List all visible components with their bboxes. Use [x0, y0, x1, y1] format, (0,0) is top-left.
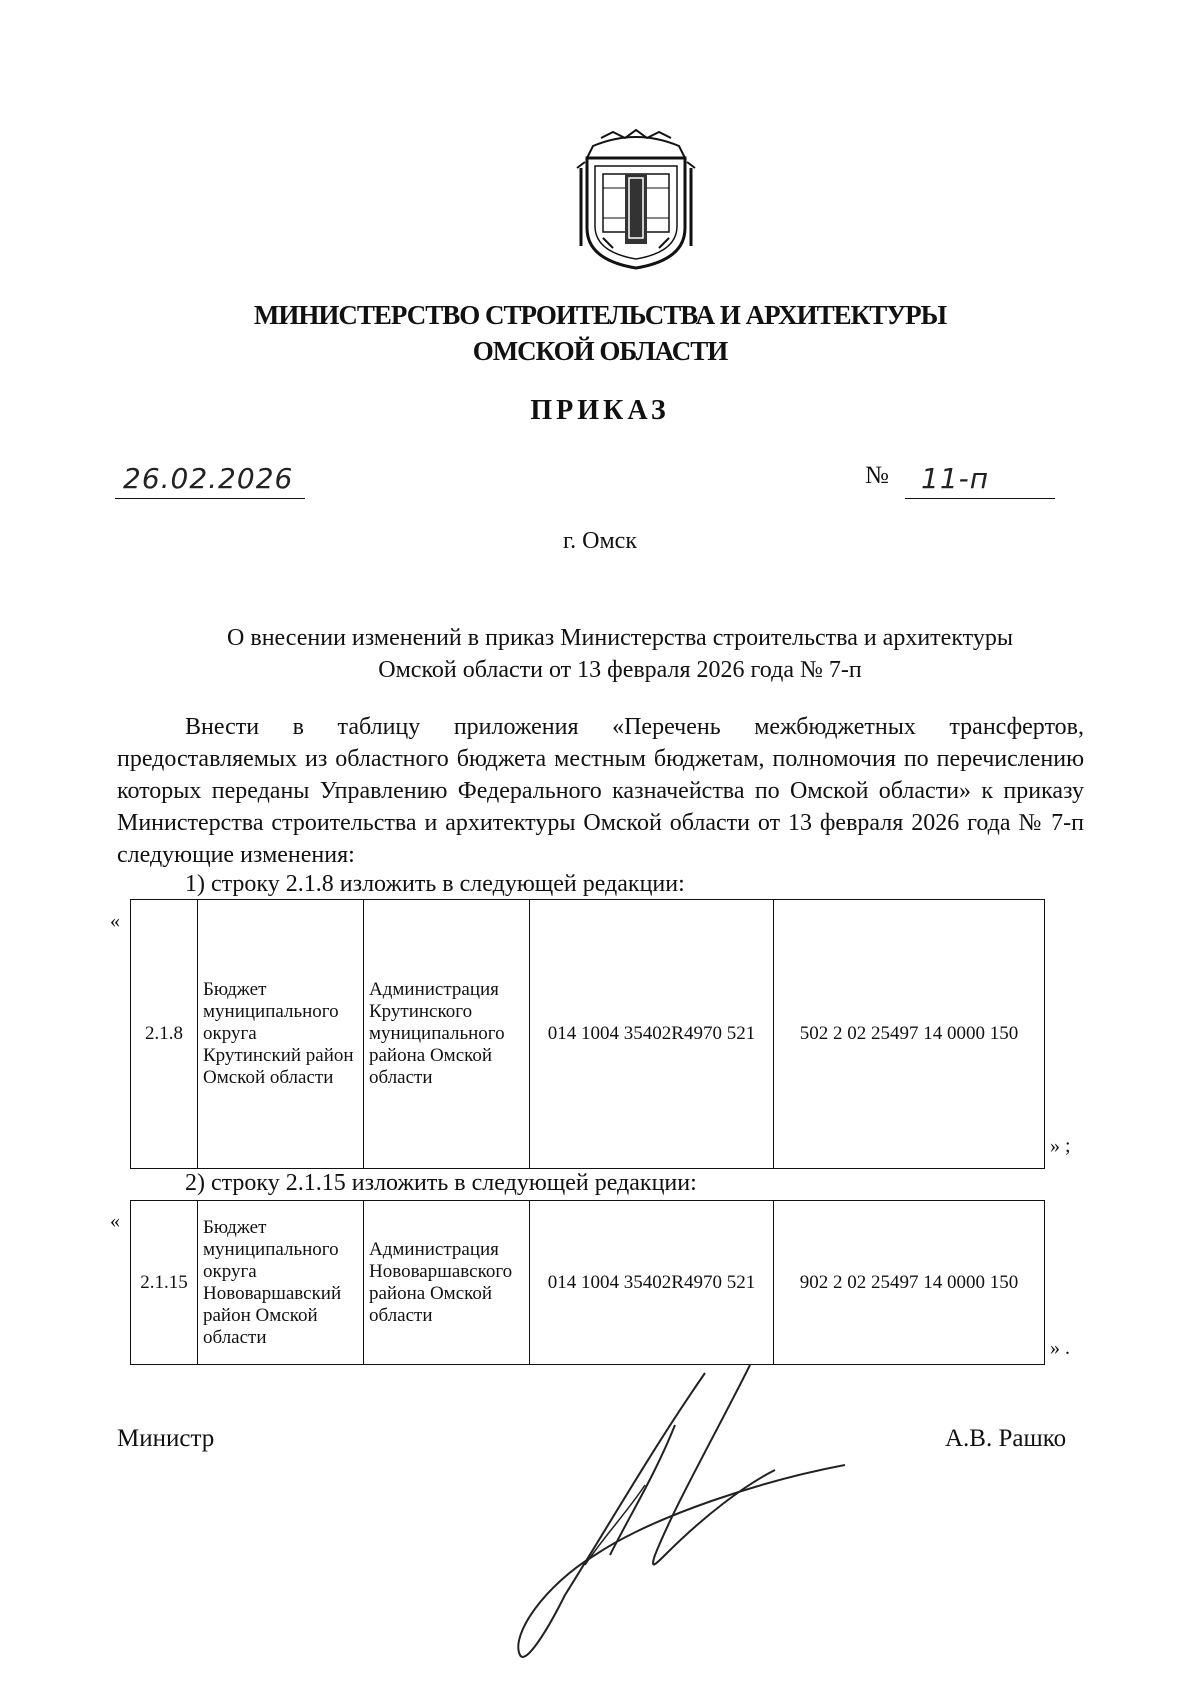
order-subject	[120, 622, 1120, 686]
table2-open-quote: «	[110, 1210, 120, 1232]
table-cell-kbk-expense: 014 1004 35402R4970 521	[530, 900, 774, 1169]
table1-open-quote: «	[110, 910, 120, 932]
table-cell-budget: Бюджет муниципального округа Нововаршавский район Омской области	[198, 1201, 364, 1365]
table1	[130, 899, 1045, 1169]
order-number	[905, 460, 1055, 499]
table-cell-administrator: Администрация Нововаршавского района Омской области	[364, 1201, 530, 1365]
order-body	[117, 711, 1084, 871]
table-cell-kbk-income: 502 2 02 25497 14 0000 150	[774, 900, 1045, 1169]
table-row	[131, 900, 1045, 1169]
body-paragraph: Внести в таблицу приложения «Перечень межбюджетных трансфертов, предоставляемых из областного бюджета местным бюджетам, полномочия по перечислению которых переданы Управлению Федерального казначейства по Омской области» к приказу Министерства строительства и архитектуры Омской области от 13 февраля 2026 года № 7-п следующие изменения:	[117, 714, 1084, 868]
table1-close-quote: » ;	[1050, 1135, 1071, 1157]
table-cell-kbk-income: 902 2 02 25497 14 0000 150	[774, 1201, 1045, 1365]
table-cell-code: 2.1.8	[131, 900, 198, 1169]
order-date	[115, 460, 305, 499]
table-cell-kbk-expense: 014 1004 35402R4970 521	[530, 1201, 774, 1365]
order-number-value: 11-п	[921, 462, 990, 495]
table-cell-budget: Бюджет муниципального округа Крутинский район Омской области	[198, 900, 364, 1169]
subject-line1: О внесении изменений в приказ Министерства строительства и архитектуры	[227, 625, 1013, 651]
subject-line2: Омской области от 13 февраля 2026 года № 7-п	[378, 657, 862, 683]
table2-close-quote: » .	[1050, 1337, 1070, 1359]
item-2: 2) строку 2.1.15 изложить в следующей редакции:	[185, 1170, 697, 1196]
table-cell-code: 2.1.15	[131, 1201, 198, 1365]
ministry-name-line1: МИНИСТЕРСТВО СТРОИТЕЛЬСТВА И АРХИТЕКТУРЫ	[253, 300, 947, 330]
item-1: 1) строку 2.1.8 изложить в следующей редакции:	[185, 871, 685, 897]
signatory-position: Министр	[117, 1425, 215, 1452]
coat-of-arms-icon	[573, 128, 699, 270]
signatory-name: А.В. Рашко	[945, 1425, 1067, 1452]
table2	[130, 1200, 1045, 1365]
city: г. Омск	[563, 528, 637, 554]
ministry-name-line2: ОМСКОЙ ОБЛАСТИ	[472, 336, 728, 366]
order-number-label: №	[865, 462, 889, 489]
table-row	[131, 1201, 1045, 1365]
table-cell-administrator: Администрация Крутинского муниципального района Омской области	[364, 900, 530, 1169]
handwritten-signature-icon	[505, 1365, 845, 1665]
order-title: ПРИКАЗ	[530, 395, 670, 426]
order-date-value: 26.02.2026	[123, 462, 294, 495]
